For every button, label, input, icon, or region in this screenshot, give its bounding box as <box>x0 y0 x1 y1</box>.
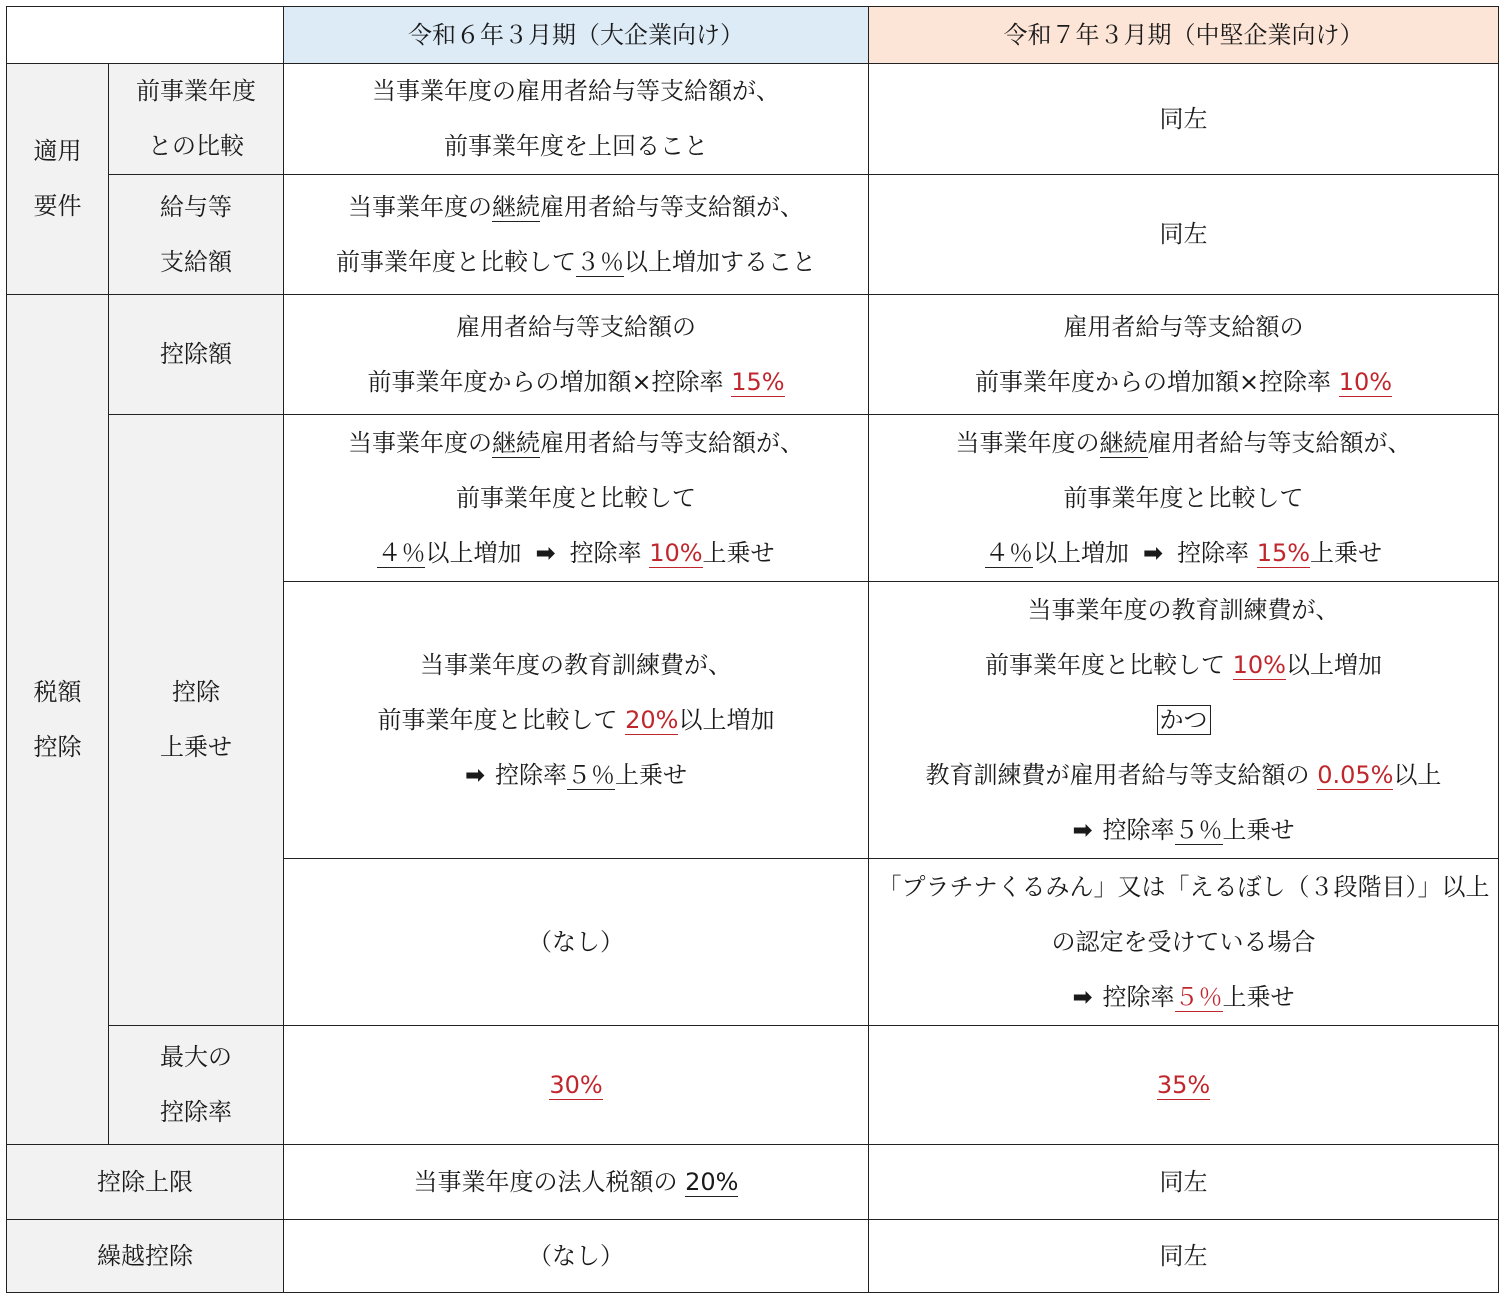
table-row <box>7 295 1499 415</box>
arrow-right-icon: ➡ <box>1142 538 1164 567</box>
cell-r8-c2: 同左 <box>869 1145 1499 1220</box>
rate-value: 10% <box>1338 367 1393 396</box>
arrow-right-icon: ➡ <box>1072 982 1093 1011</box>
table-row <box>7 1026 1499 1145</box>
katsu-box: かつ <box>1157 705 1211 735</box>
rate-value: ５％ <box>1174 982 1223 1011</box>
label-saidai: 最大の 控除率 <box>109 1026 284 1145</box>
label-zen-jigyo: 前事業年度 との比較 <box>109 64 284 175</box>
header-fy2025: 令和７年３月期（中堅企業向け） <box>869 7 1499 64</box>
rate-value: 20% <box>625 705 679 734</box>
rate-value: 0.05% <box>1317 760 1394 789</box>
group-label-zeigaku: 税額 控除 <box>7 295 109 1145</box>
label-kojogaku: 控除額 <box>109 295 284 415</box>
cell-r5-c2: 当事業年度の教育訓練費が、 前事業年度と比較して 10%以上増加 かつ 教育訓練費が雇用者給与等支給額の 0.05%以上 ➡ 控除率５％上乗せ <box>869 582 1499 859</box>
cell-r7-c2 <box>869 1026 1499 1145</box>
cell-r6-c2: 「プラチナくるみん」又は「えるぼし（３段階目）」以上 の認定を受けている場合 ➡ 控除率５％上乗せ <box>869 859 1499 1026</box>
cell-r1-c2: 同左 <box>869 64 1499 175</box>
table-row <box>7 1145 1499 1220</box>
label-kurikoshi: 繰越控除 <box>7 1220 284 1293</box>
cell-r2-c1: 当事業年度の継続雇用者給与等支給額が、 前事業年度と比較して３％以上増加すること <box>284 175 869 295</box>
arrow-right-icon: ➡ <box>1072 815 1093 844</box>
header-fy2024: 令和６年３月期（大企業向け） <box>284 7 869 64</box>
table-row <box>7 1220 1499 1293</box>
cell-r2-c2: 同左 <box>869 175 1499 295</box>
label-kojo-jogen: 控除上限 <box>7 1145 284 1220</box>
rate-value: 35% <box>1156 1070 1211 1099</box>
label-kyuyo: 給与等 支給額 <box>109 175 284 295</box>
cell-r3-c2: 雇用者給与等支給額の 前事業年度からの増加額×控除率 10% <box>869 295 1499 415</box>
group-label-tekiyo: 適用 要件 <box>7 64 109 295</box>
rate-value: 15% <box>731 367 785 396</box>
cell-r1-c1: 当事業年度の雇用者給与等支給額が、 前事業年度を上回ること <box>284 64 869 175</box>
cell-r6-c1: （なし） <box>284 859 869 1026</box>
rate-value: 15% <box>1256 538 1311 567</box>
rate-value: 10% <box>649 538 703 567</box>
arrow-right-icon: ➡ <box>464 760 486 789</box>
cell-r3-c1: 雇用者給与等支給額の 前事業年度からの増加額×控除率 15% <box>284 295 869 415</box>
cell-r5-c1: 当事業年度の教育訓練費が、 前事業年度と比較して 20%以上増加 ➡ 控除率５％上乗せ <box>284 582 869 859</box>
cell-r8-c1: 当事業年度の法人税額の 20% <box>284 1145 869 1220</box>
rate-value: 10% <box>1232 650 1286 679</box>
tax-credit-comparison-table <box>6 6 1499 1293</box>
table-row <box>7 415 1499 582</box>
table-row <box>7 64 1499 175</box>
arrow-right-icon: ➡ <box>535 538 556 567</box>
label-uwanose: 控除 上乗せ <box>109 415 284 1026</box>
header-row <box>7 7 1499 64</box>
table-row <box>7 175 1499 295</box>
header-empty-cell <box>7 7 284 64</box>
cell-r4-c2: 当事業年度の継続雇用者給与等支給額が、 前事業年度と比較して ４％以上増加 ➡ 控除率 15%上乗せ <box>869 415 1499 582</box>
rate-value: 30% <box>549 1070 603 1099</box>
cell-r9-c2: 同左 <box>869 1220 1499 1293</box>
cell-r9-c1: （なし） <box>284 1220 869 1293</box>
cell-r4-c1: 当事業年度の継続雇用者給与等支給額が、 前事業年度と比較して ４％以上増加 ➡ 控除率 10%上乗せ <box>284 415 869 582</box>
cell-r7-c1 <box>284 1026 869 1145</box>
